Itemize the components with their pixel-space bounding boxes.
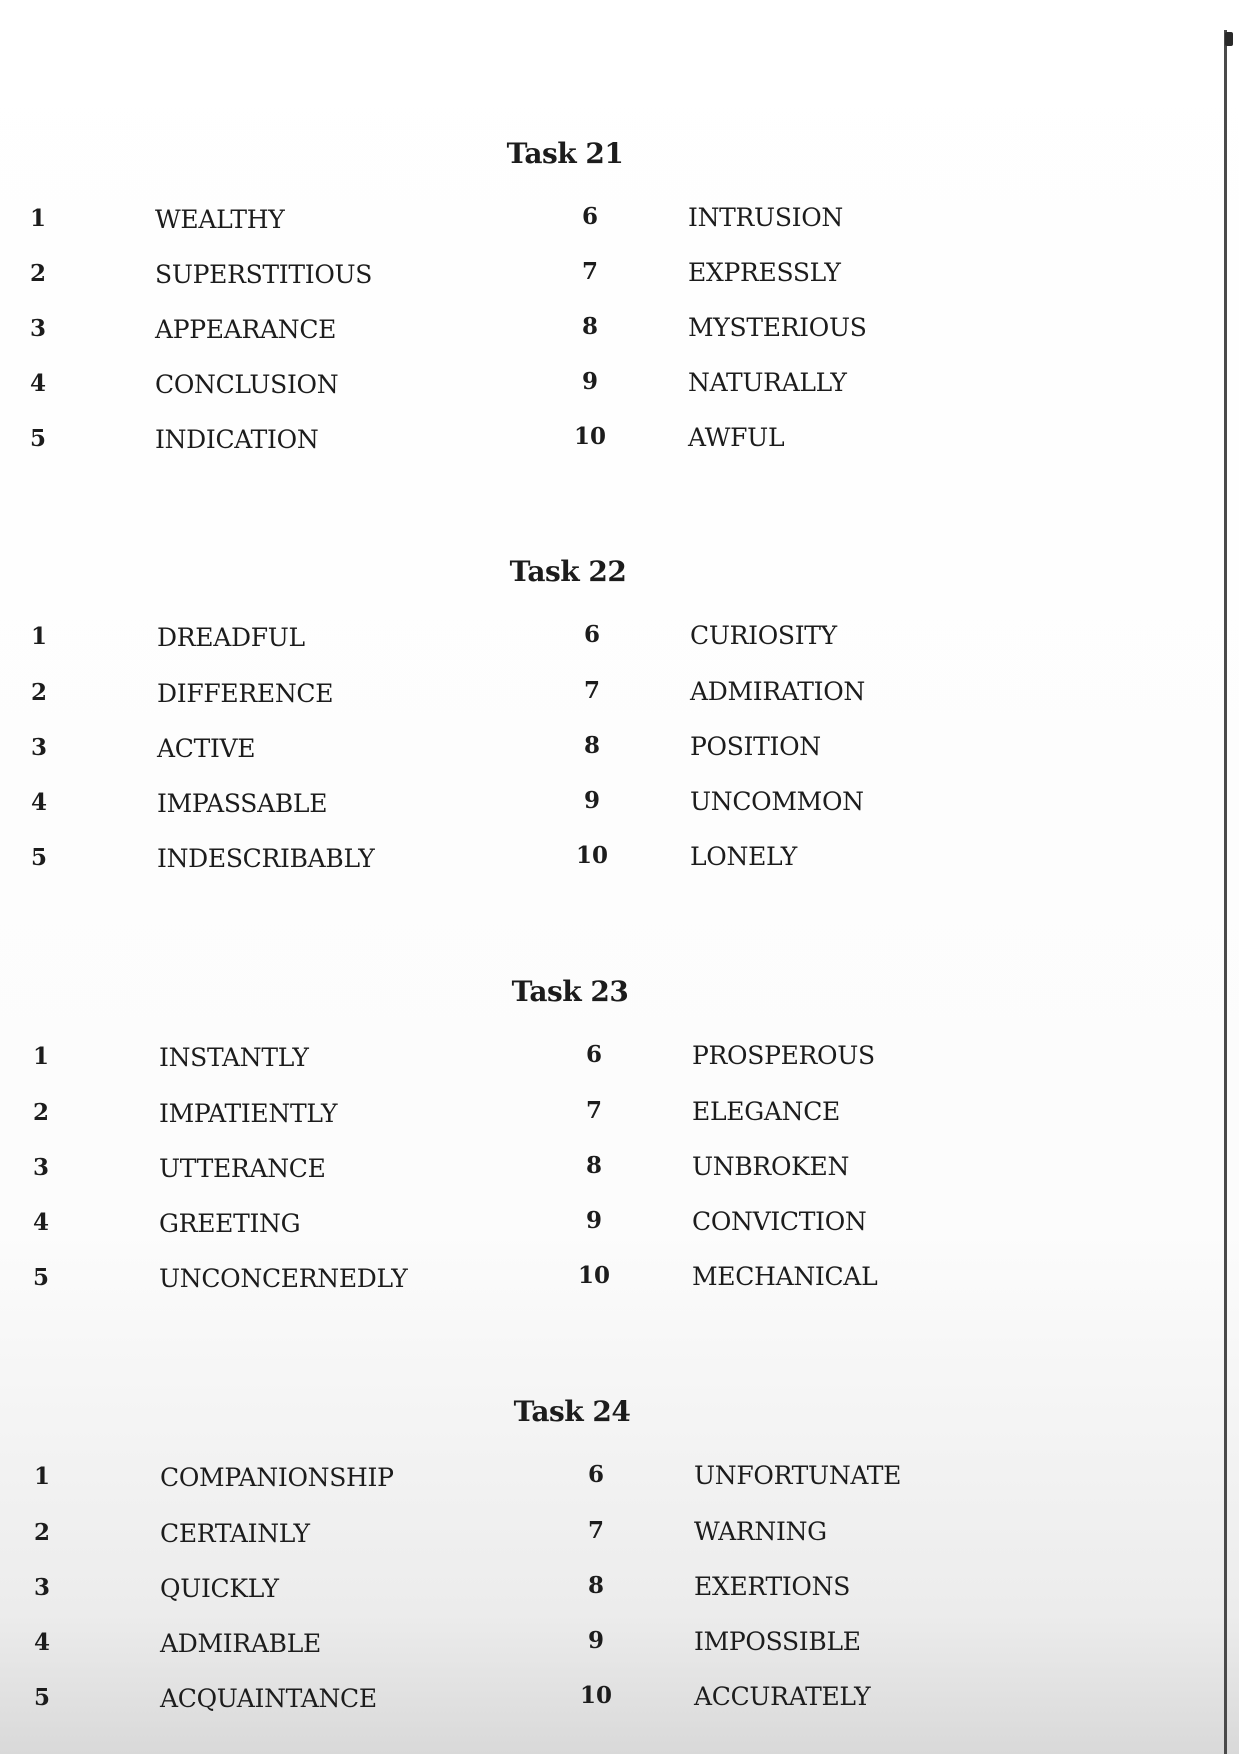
item-number: 5 <box>33 1264 50 1291</box>
answer-row <box>0 1463 1239 1503</box>
item-number: 4 <box>31 789 48 816</box>
answer-word: CONVICTION <box>692 1207 867 1236</box>
answer-word: LONELY <box>690 842 797 871</box>
item-number: 5 <box>34 1684 51 1711</box>
answer-row <box>0 1043 1239 1083</box>
item-number: 7 <box>585 1097 602 1124</box>
item-number: 5 <box>30 425 47 452</box>
item-number: 10 <box>577 1262 610 1289</box>
item-number: 6 <box>585 1041 602 1068</box>
answer-word: ADMIRATION <box>690 677 866 706</box>
item-number: 1 <box>30 205 47 232</box>
item-number: 7 <box>581 258 598 285</box>
item-number: 10 <box>579 1682 612 1709</box>
answer-word: DIFFERENCE <box>157 679 334 708</box>
item-number: 5 <box>31 844 48 871</box>
task-title: Task 21 <box>506 137 624 170</box>
answer-word: WEALTHY <box>155 205 285 234</box>
answer-row <box>0 1264 1239 1304</box>
answer-word: COMPANIONSHIP <box>160 1463 394 1492</box>
answer-word: IMPASSABLE <box>157 789 328 818</box>
answer-word: UNCOMMON <box>690 787 864 816</box>
item-number: 4 <box>30 370 47 397</box>
answer-word: CERTAINLY <box>160 1519 310 1548</box>
task-title: Task 23 <box>511 975 629 1008</box>
answer-word: PROSPEROUS <box>692 1041 875 1070</box>
answer-word: CONCLUSION <box>155 370 339 399</box>
answer-word: UTTERANCE <box>159 1154 326 1183</box>
page-edge-mark <box>1225 32 1233 46</box>
answer-row <box>0 1209 1239 1249</box>
item-number: 4 <box>34 1629 51 1656</box>
answer-word: DREADFUL <box>157 623 305 652</box>
answer-word: WARNING <box>694 1517 827 1546</box>
answer-word: INDESCRIBABLY <box>157 844 375 873</box>
item-number: 2 <box>33 1099 50 1126</box>
item-number: 2 <box>30 260 47 287</box>
task-24 <box>0 1395 1239 1725</box>
answer-word: INTRUSION <box>688 203 843 232</box>
answer-word: AWFUL <box>688 423 785 452</box>
answer-word: IMPOSSIBLE <box>694 1627 861 1656</box>
answer-row <box>0 1519 1239 1559</box>
answer-word: INSTANTLY <box>159 1043 309 1072</box>
task-23 <box>0 975 1239 1305</box>
item-number: 3 <box>31 734 48 761</box>
item-number: 7 <box>583 677 600 704</box>
answer-row <box>0 789 1239 829</box>
item-number: 2 <box>34 1519 51 1546</box>
answer-row <box>0 260 1239 300</box>
item-number: 9 <box>581 368 598 395</box>
answer-word: UNBROKEN <box>692 1152 850 1181</box>
answer-row <box>0 734 1239 774</box>
item-number: 6 <box>587 1461 604 1488</box>
item-number: 1 <box>33 1043 50 1070</box>
answer-word: MECHANICAL <box>692 1262 878 1291</box>
item-number: 8 <box>581 313 598 340</box>
answer-row <box>0 1574 1239 1614</box>
item-number: 3 <box>34 1574 51 1601</box>
answer-word: CURIOSITY <box>690 621 837 650</box>
answer-word: ELEGANCE <box>692 1097 840 1126</box>
answer-word: APPEARANCE <box>155 315 337 344</box>
item-number: 10 <box>575 842 608 869</box>
answer-word: UNFORTUNATE <box>694 1461 902 1490</box>
item-number: 7 <box>587 1517 604 1544</box>
answer-word: EXERTIONS <box>694 1572 851 1601</box>
answer-word: NATURALLY <box>688 368 847 397</box>
answer-row <box>0 205 1239 245</box>
answer-word: EXPRESSLY <box>688 258 841 287</box>
answer-word: MYSTERIOUS <box>688 313 867 342</box>
item-number: 1 <box>31 623 48 650</box>
task-21 <box>0 137 1239 467</box>
item-number: 3 <box>30 315 47 342</box>
answer-row <box>0 425 1239 465</box>
item-number: 9 <box>583 787 600 814</box>
answer-row <box>0 623 1239 663</box>
item-number: 2 <box>31 679 48 706</box>
answer-word: GREETING <box>159 1209 301 1238</box>
answer-row <box>0 1684 1239 1724</box>
item-number: 8 <box>587 1572 604 1599</box>
item-number: 9 <box>587 1627 604 1654</box>
answer-word: IMPATIENTLY <box>159 1099 338 1128</box>
answer-word: ADMIRABLE <box>160 1629 321 1658</box>
answer-row <box>0 1099 1239 1139</box>
answer-row <box>0 844 1239 884</box>
item-number: 3 <box>33 1154 50 1181</box>
answer-word: ACQUAINTANCE <box>160 1684 377 1713</box>
item-number: 8 <box>583 732 600 759</box>
answer-word: POSITION <box>690 732 821 761</box>
item-number: 10 <box>573 423 606 450</box>
item-number: 6 <box>583 621 600 648</box>
answer-row <box>0 315 1239 355</box>
item-number: 4 <box>33 1209 50 1236</box>
answer-word: INDICATION <box>155 425 319 454</box>
task-title: Task 22 <box>509 555 627 588</box>
answer-word: UNCONCERNEDLY <box>159 1264 408 1293</box>
answer-word: QUICKLY <box>160 1574 279 1603</box>
item-number: 8 <box>585 1152 602 1179</box>
answer-row <box>0 1629 1239 1669</box>
answer-row <box>0 370 1239 410</box>
answer-word: ACCURATELY <box>694 1682 871 1711</box>
task-title: Task 24 <box>513 1395 631 1428</box>
answer-row <box>0 1154 1239 1194</box>
item-number: 1 <box>34 1463 51 1490</box>
item-number: 6 <box>581 203 598 230</box>
answer-word: SUPERSTITIOUS <box>155 260 373 289</box>
answer-word: ACTIVE <box>157 734 256 763</box>
item-number: 9 <box>585 1207 602 1234</box>
answer-row <box>0 679 1239 719</box>
task-22 <box>0 555 1239 885</box>
